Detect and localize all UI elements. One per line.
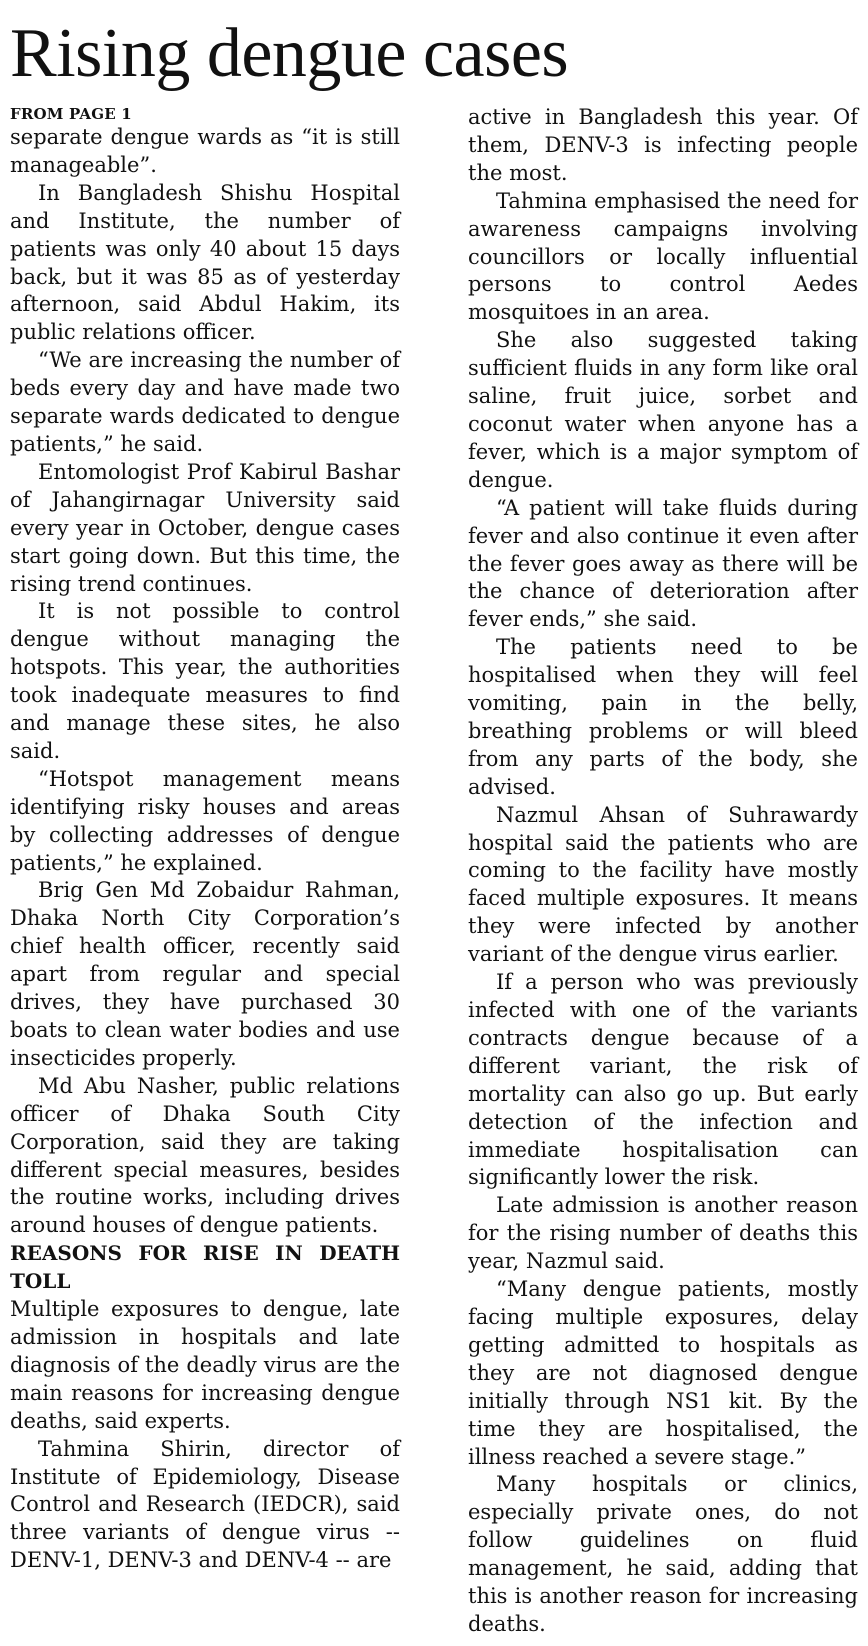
paragraph: In Bangladesh Shishu Hospital and Institute, the number of patients was only 40 about 15 days back, but it was 85 as of yesterday afternoon, said Abdul Hakim, its public relations officer. bbox=[10, 180, 400, 345]
headline: Rising dengue cases bbox=[10, 15, 569, 92]
column-right bbox=[468, 104, 858, 1639]
paragraph: Md Abu Nasher, public relations officer of Dhaka South City Corporation, said they are taking different special measures, besides the routine works, including drives around houses of dengue patients. bbox=[10, 1073, 400, 1238]
paragraph: separate dengue wards as “it is still manageable”. bbox=[10, 125, 400, 177]
subhead: REASONS FOR RISE IN DEATH TOLL bbox=[10, 1241, 400, 1294]
paragraph: “Many dengue patients, mostly facing multiple exposures, delay getting admitted to hospitals as they are not diagnosed dengue initially through NS1 kit. By the time they are hospitalised, the illness reached a severe stage.” bbox=[468, 1277, 858, 1469]
paragraph: “We are increasing the number of beds every day and have made two separate wards dedicated to dengue patients,” he said. bbox=[10, 348, 400, 456]
paragraph: If a person who was previously infected with one of the variants contracts dengue because of a different variant, the risk of mortality can also go up. But early detection of the infection and immediate hospitalisation can significantly lower the risk. bbox=[468, 970, 858, 1190]
paragraph: Entomologist Prof Kabirul Bashar of Jahangirnagar University said every year in October, dengue cases start going down. But this time, the rising trend continues. bbox=[10, 459, 400, 596]
paragraph: Many hospitals or clinics, especially private ones, do not follow guidelines on fluid management, he said, adding that this is another reason for increasing deaths. bbox=[468, 1472, 858, 1636]
paragraph: She also suggested taking sufficient fluids in any form like oral saline, fruit juice, sorbet and coconut water when anyone has a fever, which is a major symptom of dengue. bbox=[468, 328, 858, 492]
jump-line: FROM PAGE 1 bbox=[10, 105, 132, 123]
paragraph: “A patient will take fluids during fever and also continue it even after the fever goes away as there will be the chance of deterioration after fever ends,” she said. bbox=[468, 495, 858, 632]
paragraph: Multiple exposures to dengue, late admission in hospitals and late diagnosis of the deadly virus are the main reasons for increasing dengue deaths, said experts. bbox=[10, 1297, 400, 1433]
paragraph: Late admission is another reason for the rising number of deaths this year, Nazmul said. bbox=[468, 1193, 858, 1274]
paragraph: The patients need to be hospitalised when they will feel vomiting, pain in the belly, breathing problems or will bleed from any parts of the body, she advised. bbox=[468, 635, 858, 799]
paragraph: “Hotspot management means identifying risky houses and areas by collecting addresses of dengue patients,” he explained. bbox=[10, 766, 400, 875]
paragraph: It is not possible to control dengue without managing the hotspots. This year, the authorities took inadequate measures to find and manage these sites, he also said. bbox=[10, 599, 400, 763]
article-body bbox=[10, 104, 858, 1639]
paragraph: Brig Gen Md Zobaidur Rahman, Dhaka North City Corporation’s chief health officer, recently said apart from regular and special drives, they have purchased 30 boats to clean water bodies and use insecticides properly. bbox=[10, 878, 400, 1070]
paragraph: Tahmina emphasised the need for awareness campaigns involving councillors or locally influential persons to control Aedes mosquitoes in an area. bbox=[468, 188, 858, 325]
paragraph: active in Bangladesh this year. Of them, DENV-3 is infecting people the most. bbox=[468, 105, 858, 185]
paragraph: Tahmina Shirin, director of Institute of Epidemiology, Disease Control and Research (IEDCR), said three variants of dengue virus -- DENV-1, DENV-3 and DENV-4 -- are bbox=[10, 1436, 400, 1573]
paragraph: Nazmul Ahsan of Suhrawardy hospital said the patients who are coming to the facility have mostly faced multiple exposures. It means they were infected by another variant of the dengue virus earlier. bbox=[468, 802, 858, 967]
column-left bbox=[10, 104, 400, 1639]
